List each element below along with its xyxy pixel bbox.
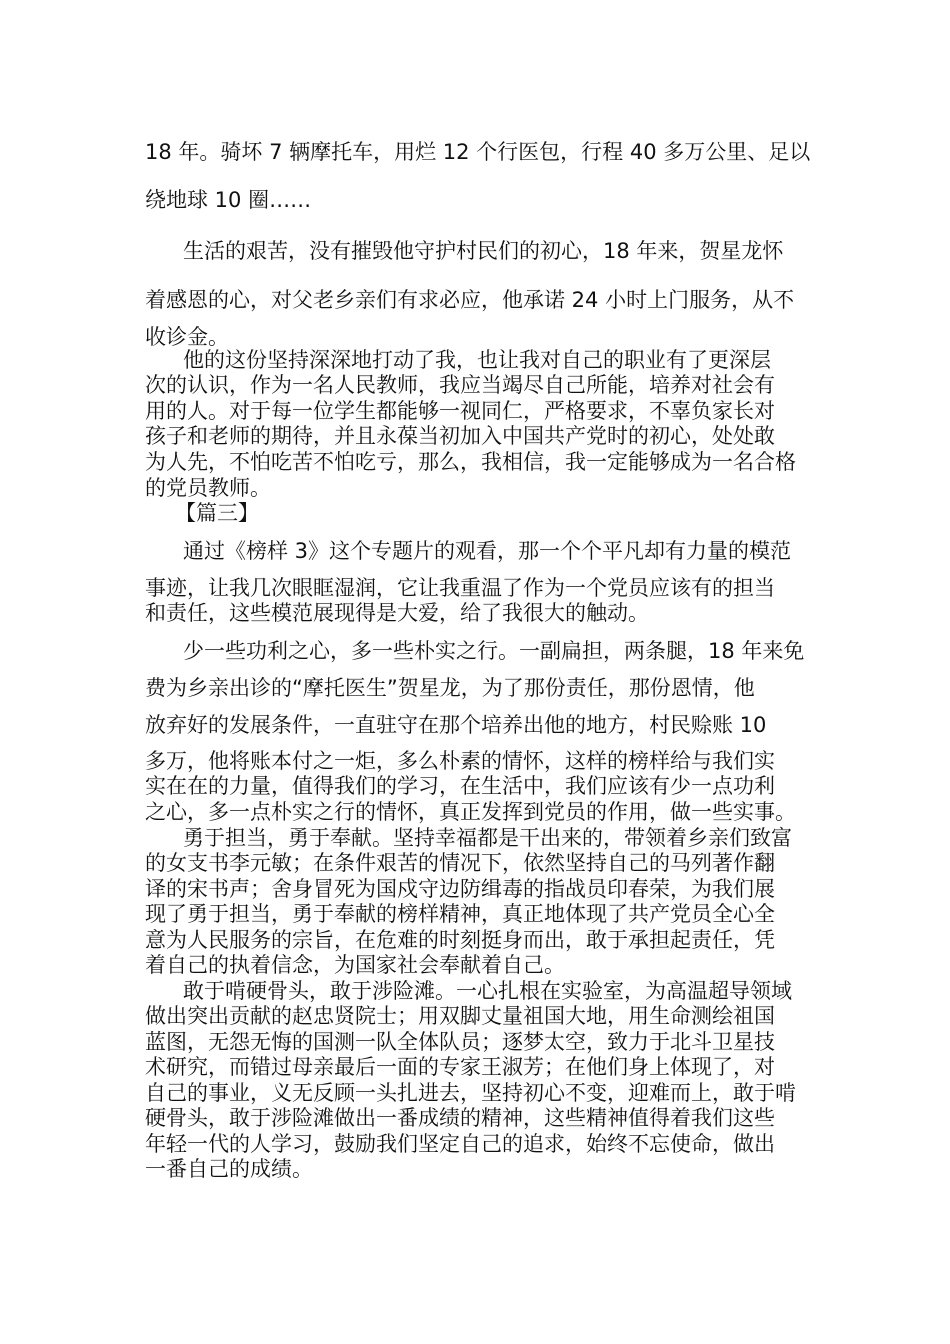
text-line: 的女支书李元敏；在条件艰苦的情况下，依然坚持自己的马列著作翻: [145, 851, 775, 875]
text-line: 实在在的力量，值得我们的学习，在生活中，我们应该有少一点功利: [145, 774, 775, 798]
text-line: 硬骨头，敢于涉险滩做出一番成绩的精神，这些精神值得着我们这些: [145, 1106, 775, 1130]
text-line: 多万，他将账本付之一炬，多么朴素的情怀，这样的榜样给与我们实: [145, 749, 775, 773]
text-line: 勇于担当，勇于奉献。坚持幸福都是干出来的，带领着乡亲们致富: [183, 826, 792, 850]
text-line: 做出突出贡献的赵忠贤院士；用双脚丈量祖国大地，用生命测绘祖国: [145, 1004, 775, 1028]
text-line: 现了勇于担当，勇于奉献的榜样精神，真正地体现了共产党员全心全: [145, 902, 775, 926]
text-line: 为人先，不怕吃苦不怕吃亏，那么，我相信，我一定能够成为一名合格: [145, 450, 796, 474]
text-line: 通过《榜样 3》这个专题片的观看，那一个个平凡却有力量的模范: [183, 539, 792, 563]
text-line: 事迹，让我几次眼眶湿润，它让我重温了作为一个党员应该有的担当: [145, 576, 775, 600]
text-line: 孩子和老师的期待，并且永葆当初加入中国共产党时的初心，处处敢: [145, 424, 775, 448]
text-line: 着感恩的心，对父老乡亲们有求必应，他承诺 24 小时上门服务，从不: [145, 288, 795, 312]
text-line: 他的这份坚持深深地打动了我，也让我对自己的职业有了更深层: [183, 348, 771, 372]
text-line: 蓝图，无怨无悔的国测一队全体队员；逐梦太空，致力于北斗卫星技: [145, 1030, 775, 1054]
text-line: 年轻一代的人学习，鼓励我们坚定自己的追求，始终不忘使命，做出: [145, 1132, 775, 1156]
text-line: 术研究，而错过母亲最后一面的专家王淑芳；在他们身上体现了，对: [145, 1055, 775, 1079]
text-line: 生活的艰苦，没有摧毁他守护村民们的初心，18 年来，贺星龙怀: [183, 239, 784, 263]
text-line: 收诊金。: [145, 325, 229, 349]
text-line: 少一些功利之心，多一些朴实之行。一副扁担，两条腿，18 年来免: [183, 639, 805, 663]
text-line: 敢于啃硬骨头，敢于涉险滩。一心扎根在实验室，为高温超导领域: [183, 979, 792, 1003]
text-line: 和责任，这些模范展现得是大爱，给了我很大的触动。: [145, 601, 649, 625]
text-line: 放弃好的发展条件，一直驻守在那个培养出他的地方，村民赊账 10: [145, 713, 767, 737]
text-line: 自己的事业，义无反顾一头扎进去，坚持初心不变，迎难而上，敢于啃: [145, 1081, 796, 1105]
text-line: 用的人。对于每一位学生都能够一视同仁，严格要求，不辜负家长对: [145, 399, 775, 423]
text-line: 18 年。骑坏 7 辆摩托车，用烂 12 个行医包，行程 40 多万公里、足以: [145, 140, 810, 164]
text-line: 次的认识，作为一名人民教师，我应当竭尽自己所能，培养对社会有: [145, 373, 775, 397]
text-line: 一番自己的成绩。: [145, 1157, 313, 1181]
text-line: 意为人民服务的宗旨，在危难的时刻挺身而出，敢于承担起责任，凭: [145, 928, 775, 952]
text-line: 绕地球 10 圈……: [145, 188, 312, 212]
text-line: 费为乡亲出诊的“摩托医生”贺星龙，为了那份责任，那份恩情，他: [145, 676, 755, 700]
section-heading: 【篇三】: [175, 501, 259, 525]
text-line: 的党员教师。: [145, 476, 271, 500]
text-line: 译的宋书声；舍身冒死为国戍守边防缉毒的指战员印春荣，为我们展: [145, 877, 775, 901]
text-line: 着自己的执着信念，为国家社会奉献着自己。: [145, 953, 565, 977]
text-line: 之心，多一点朴实之行的情怀，真正发挥到党员的作用，做一些实事。: [145, 800, 796, 824]
